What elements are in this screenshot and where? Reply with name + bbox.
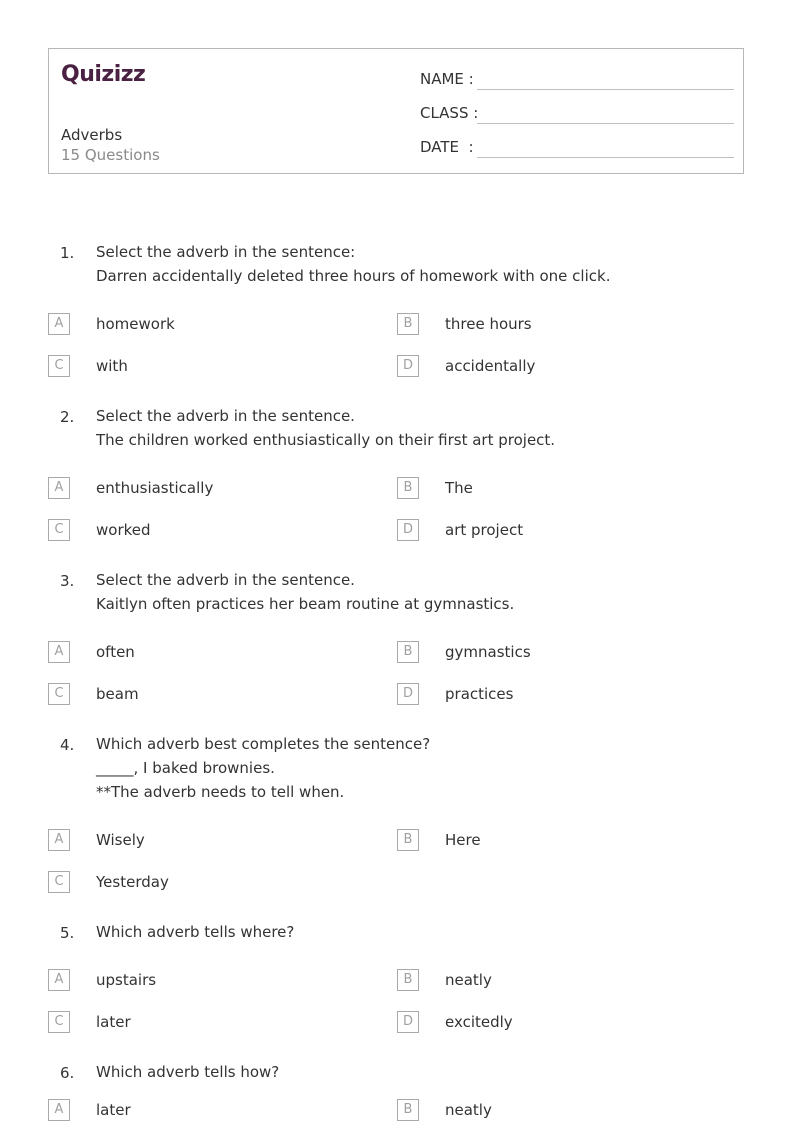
question-line: Select the adverb in the sentence. xyxy=(96,407,355,425)
quizizz-logo xyxy=(61,59,153,87)
question-line: The children worked enthusiastically on their first art project. xyxy=(96,431,556,449)
class-field[interactable] xyxy=(420,100,734,124)
question-number: 5. xyxy=(60,924,75,942)
option-letter-box[interactable]: D xyxy=(397,519,419,541)
answer-option[interactable] xyxy=(48,683,348,707)
answer-option[interactable] xyxy=(48,641,348,665)
answer-option[interactable] xyxy=(397,641,697,665)
name-line[interactable] xyxy=(477,89,734,90)
answer-option[interactable] xyxy=(48,1011,348,1035)
option-text: with xyxy=(96,357,128,375)
answer-option[interactable] xyxy=(397,477,697,501)
answer-option[interactable] xyxy=(397,829,697,853)
answer-option[interactable] xyxy=(397,519,697,543)
answer-option[interactable] xyxy=(397,1011,697,1035)
answer-option[interactable] xyxy=(48,969,348,993)
option-text: practices xyxy=(445,685,514,703)
name-label: NAME : xyxy=(420,70,474,88)
name-field[interactable] xyxy=(420,66,734,90)
question-number: 3. xyxy=(60,572,75,590)
option-letter-box[interactable]: D xyxy=(397,683,419,705)
question-line: Kaitlyn often practices her beam routine at gymnastics. xyxy=(96,595,515,613)
worksheet-title: Adverbs xyxy=(61,126,123,144)
worksheet-header xyxy=(48,48,744,174)
option-text: neatly xyxy=(445,1101,492,1119)
class-line[interactable] xyxy=(477,123,734,124)
option-text: three hours xyxy=(445,315,532,333)
question-line: Darren accidentally deleted three hours of homework with one click. xyxy=(96,267,611,285)
option-text: The xyxy=(445,479,473,497)
option-text: neatly xyxy=(445,971,492,989)
question-line: Select the adverb in the sentence: xyxy=(96,243,356,261)
date-field[interactable] xyxy=(420,134,734,158)
question-text xyxy=(96,404,555,452)
logo-text: Quizizz xyxy=(61,62,146,87)
option-letter-box[interactable]: C xyxy=(48,871,70,893)
option-letter-box[interactable]: D xyxy=(397,1011,419,1033)
option-letter-box[interactable]: C xyxy=(48,355,70,377)
option-text: beam xyxy=(96,685,139,703)
option-text: later xyxy=(96,1101,131,1119)
option-letter-box[interactable]: D xyxy=(397,355,419,377)
option-text: Wisely xyxy=(96,831,145,849)
option-letter-box[interactable]: A xyxy=(48,829,70,851)
answer-option[interactable] xyxy=(397,683,697,707)
question-line: Which adverb tells how? xyxy=(96,1063,280,1081)
option-text: Yesterday xyxy=(96,873,169,891)
option-letter-box[interactable]: A xyxy=(48,1099,70,1121)
option-text: excitedly xyxy=(445,1013,513,1031)
option-text: later xyxy=(96,1013,131,1031)
option-text: enthusiastically xyxy=(96,479,214,497)
question-line: **The adverb needs to tell when. xyxy=(96,783,345,801)
option-letter-box[interactable]: C xyxy=(48,683,70,705)
option-text: upstairs xyxy=(96,971,157,989)
question-line: Which adverb best completes the sentence? xyxy=(96,735,431,753)
option-text: homework xyxy=(96,315,175,333)
option-letter-box[interactable]: B xyxy=(397,829,419,851)
answer-option[interactable] xyxy=(48,355,348,379)
question-number: 2. xyxy=(60,408,75,426)
question-number: 4. xyxy=(60,736,75,754)
answer-option[interactable] xyxy=(48,829,348,853)
option-text: accidentally xyxy=(445,357,536,375)
answer-option[interactable] xyxy=(48,519,348,543)
question-text xyxy=(96,1060,279,1084)
option-letter-box[interactable]: A xyxy=(48,969,70,991)
class-label: CLASS : xyxy=(420,104,479,122)
question-text xyxy=(96,240,610,288)
answer-option[interactable] xyxy=(397,313,697,337)
option-letter-box[interactable]: B xyxy=(397,313,419,335)
question-count: 15 Questions xyxy=(61,146,160,164)
option-letter-box[interactable]: B xyxy=(397,477,419,499)
option-text: Here xyxy=(445,831,481,849)
answer-option[interactable] xyxy=(397,355,697,379)
question-line: Select the adverb in the sentence. xyxy=(96,571,355,589)
option-letter-box[interactable]: A xyxy=(48,313,70,335)
answer-option[interactable] xyxy=(48,477,348,501)
answer-option[interactable] xyxy=(397,1099,697,1123)
question-number: 6. xyxy=(60,1064,75,1082)
answer-option[interactable] xyxy=(397,969,697,993)
question-line: Which adverb tells where? xyxy=(96,923,295,941)
question-number: 1. xyxy=(60,244,75,262)
question-text xyxy=(96,920,294,944)
question-line: _____, I baked brownies. xyxy=(96,759,275,777)
option-letter-box[interactable]: A xyxy=(48,477,70,499)
date-line[interactable] xyxy=(477,157,734,158)
option-letter-box[interactable]: B xyxy=(397,969,419,991)
option-text: gymnastics xyxy=(445,643,531,661)
option-letter-box[interactable]: B xyxy=(397,641,419,663)
option-text: art project xyxy=(445,521,524,539)
option-letter-box[interactable]: C xyxy=(48,519,70,541)
answer-option[interactable] xyxy=(48,871,348,895)
option-letter-box[interactable]: C xyxy=(48,1011,70,1033)
option-letter-box[interactable]: A xyxy=(48,641,70,663)
date-label: DATE : xyxy=(420,138,474,156)
option-text: often xyxy=(96,643,135,661)
option-text: worked xyxy=(96,521,151,539)
answer-option[interactable] xyxy=(48,1099,348,1123)
answer-option[interactable] xyxy=(48,313,348,337)
question-text xyxy=(96,732,430,804)
question-text xyxy=(96,568,514,616)
option-letter-box[interactable]: B xyxy=(397,1099,419,1121)
